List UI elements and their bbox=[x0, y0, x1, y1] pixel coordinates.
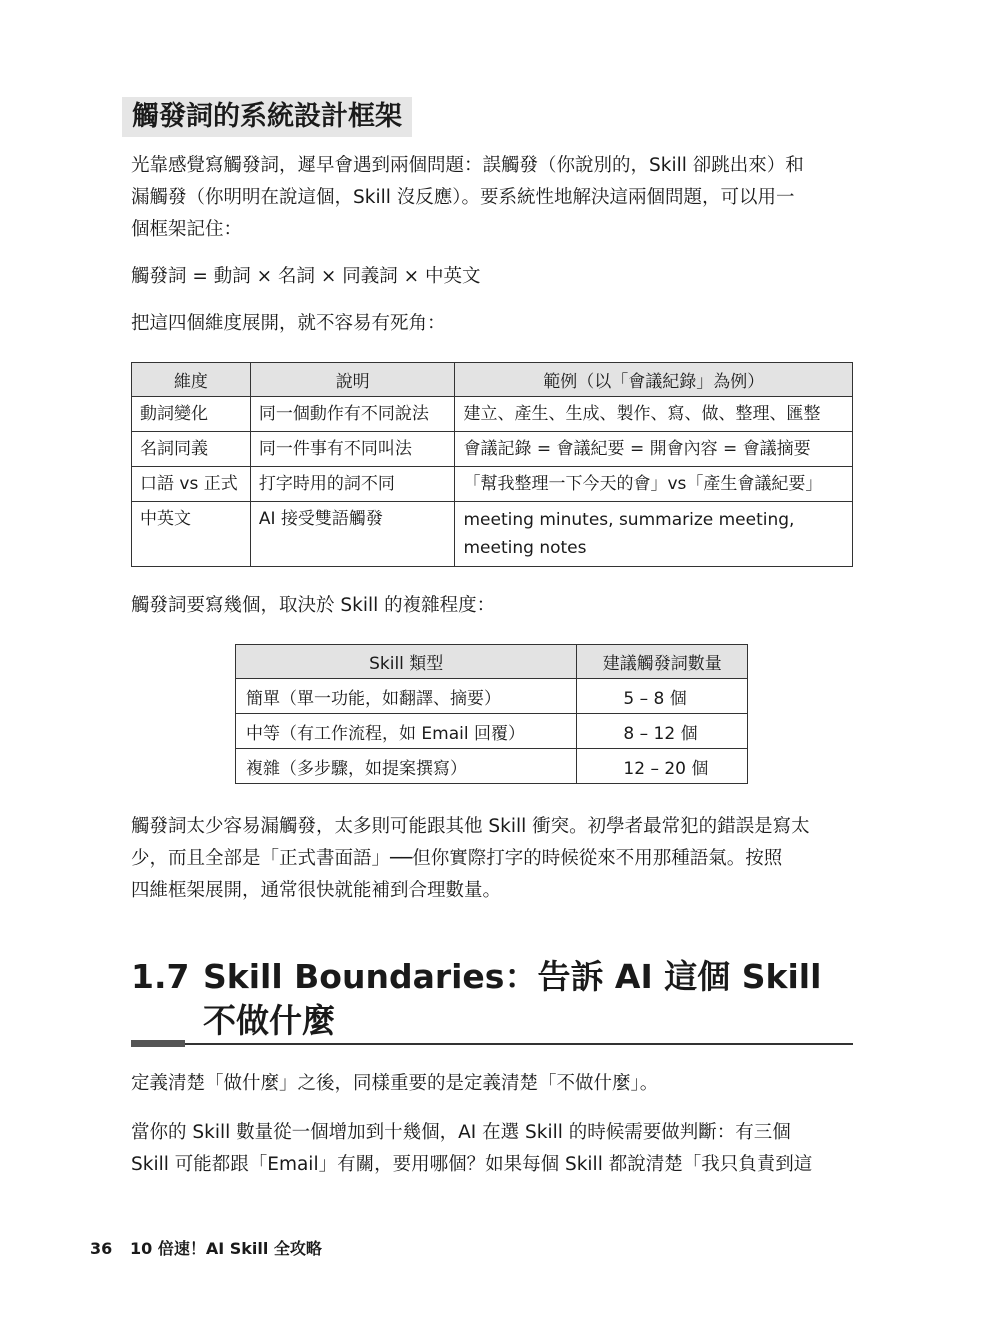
table-cell: 中等（有工作流程，如 Email 回覆） bbox=[236, 714, 577, 749]
chapter-title-line2: 不做什麼 bbox=[203, 1001, 335, 1040]
table-cell: 口語 vs 正式 bbox=[132, 467, 251, 502]
intro-line: 漏觸發（你明明在說這個，Skill 沒反應）。要系統性地解決這兩個問題，可以用一 bbox=[131, 187, 795, 208]
table-header-cell: 說明 bbox=[250, 363, 455, 397]
table-row bbox=[132, 467, 853, 502]
table-cell: 簡單（單一功能，如翻譯、摘要） bbox=[236, 679, 577, 714]
table-cell: meeting minutes, summarize meeting, meeting notes bbox=[455, 502, 853, 567]
table-header-row bbox=[236, 645, 748, 679]
advice-line: 四維框架展開，通常很快就能補到合理數量。 bbox=[131, 880, 502, 901]
table-row bbox=[236, 714, 748, 749]
table-cell: 動詞變化 bbox=[132, 397, 251, 432]
table-header-cell: 範例（以「會議紀錄」為例） bbox=[455, 363, 853, 397]
table-header-cell: Skill 類型 bbox=[236, 645, 577, 679]
table-cell: 同一個動作有不同說法 bbox=[250, 397, 455, 432]
table-cell: 12 – 20 個 bbox=[577, 749, 748, 784]
chapter-title-line1: Skill Boundaries：告訴 AI 這個 Skill bbox=[203, 957, 822, 996]
boundary-line: Skill 可能都跟「Email」有關，要用哪個？如果每個 Skill 都說清楚「我只負責到這 bbox=[131, 1154, 813, 1175]
table-row bbox=[132, 432, 853, 467]
expand-text: 把這四個維度展開，就不容易有死角： bbox=[131, 313, 446, 334]
intro-line: 光靠感覺寫觸發詞，遲早會遇到兩個問題：誤觸發（你說別的，Skill 卻跳出來）和 bbox=[131, 155, 804, 176]
table-row bbox=[132, 502, 853, 567]
table-cell: 「幫我整理一下今天的會」vs「產生會議紀要」 bbox=[455, 467, 853, 502]
table-cell: 5 – 8 個 bbox=[577, 679, 748, 714]
table-cell: 建立、產生、生成、製作、寫、做、整理、匯整 bbox=[455, 397, 853, 432]
advice-line: 觸發詞太少容易漏觸發，太多則可能跟其他 Skill 衝突。初學者最常犯的錯誤是寫太 bbox=[131, 816, 810, 837]
advice-line: 少，而且全部是「正式書面語」──但你實際打字的時候從來不用那種語氣。按照 bbox=[131, 848, 783, 869]
table-row bbox=[132, 397, 853, 432]
chapter-rule-accent bbox=[131, 1040, 185, 1047]
table-cell: 中英文 bbox=[132, 502, 251, 567]
dimension-table bbox=[131, 362, 853, 567]
table-cell: AI 接受雙語觸發 bbox=[250, 502, 455, 567]
advice-paragraph bbox=[131, 811, 853, 907]
table-header-row bbox=[132, 363, 853, 397]
boundary-line: 當你的 Skill 數量從一個增加到十幾個，AI 在選 Skill 的時候需要做判斷：有三個 bbox=[131, 1122, 791, 1143]
boundary-paragraph bbox=[131, 1117, 853, 1181]
table-cell: 名詞同義 bbox=[132, 432, 251, 467]
chapter-number: 1.7 bbox=[131, 957, 190, 996]
section-heading: 觸發詞的系統設計框架 bbox=[122, 97, 412, 137]
chapter-rule bbox=[131, 1043, 853, 1045]
intro-line: 個框架記住： bbox=[131, 219, 243, 240]
table-header-cell: 建議觸發詞數量 bbox=[577, 645, 748, 679]
table-cell: 打字時用的詞不同 bbox=[250, 467, 455, 502]
boundary-intro: 定義清楚「做什麼」之後，同樣重要的是定義清楚「不做什麼」。 bbox=[131, 1073, 659, 1094]
table-cell: 會議記錄 = 會議紀要 = 開會內容 = 會議摘要 bbox=[455, 432, 853, 467]
page-number: 36 bbox=[90, 1239, 113, 1258]
book-title: 10 倍速！AI Skill 全攻略 bbox=[130, 1239, 322, 1258]
table-cell: 同一件事有不同叫法 bbox=[250, 432, 455, 467]
count-intro: 觸發詞要寫幾個，取決於 Skill 的複雜程度： bbox=[131, 595, 496, 616]
table-cell: 8 – 12 個 bbox=[577, 714, 748, 749]
chapter-heading bbox=[131, 955, 821, 1043]
table-row bbox=[236, 679, 748, 714]
intro-paragraph bbox=[131, 150, 853, 246]
trigger-count-table bbox=[235, 644, 748, 784]
page-footer bbox=[90, 1236, 322, 1259]
formula: 觸發詞 = 動詞 × 名詞 × 同義詞 × 中英文 bbox=[131, 266, 481, 287]
table-header-cell: 維度 bbox=[132, 363, 251, 397]
table-row bbox=[236, 749, 748, 784]
table-cell: 複雜（多步驟，如提案撰寫） bbox=[236, 749, 577, 784]
